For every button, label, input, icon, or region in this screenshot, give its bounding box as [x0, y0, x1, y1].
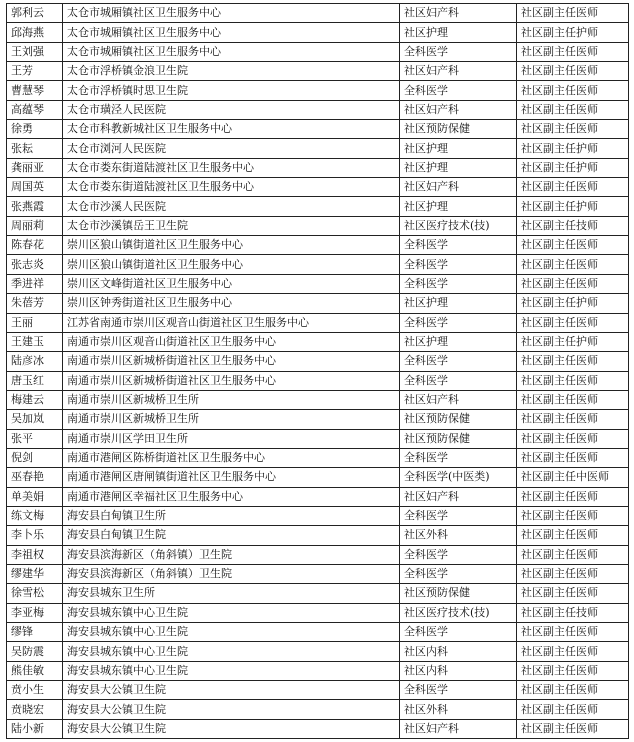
name-cell: 唐玉红: [7, 371, 63, 390]
personnel-table: [6, 3, 629, 739]
specialty-cell: 全科医学: [400, 545, 517, 564]
institution-cell: 崇川区狼山镇街道社区卫生服务中心: [63, 236, 400, 255]
specialty-cell: 社区外科: [400, 700, 517, 719]
title-cell: 社区副主任医师: [517, 4, 629, 23]
institution-cell: 太仓市浮桥镇金浪卫生院: [63, 62, 400, 81]
table-row: [7, 294, 629, 313]
institution-cell: 南通市崇川区新城桥街道社区卫生服务中心: [63, 371, 400, 390]
name-cell: 贲小生: [7, 681, 63, 700]
specialty-cell: 全科医学: [400, 352, 517, 371]
institution-cell: 海安县城东镇中心卫生院: [63, 642, 400, 661]
title-cell: 社区副主任医师: [517, 100, 629, 119]
institution-cell: 太仓市城厢镇社区卫生服务中心: [63, 42, 400, 61]
name-cell: 练文梅: [7, 506, 63, 525]
name-cell: 周国英: [7, 178, 63, 197]
title-cell: 社区副主任医师: [517, 81, 629, 100]
title-cell: 社区副主任护师: [517, 332, 629, 351]
institution-cell: 海安县白甸镇卫生所: [63, 506, 400, 525]
institution-cell: 南通市崇川区新城桥街道社区卫生服务中心: [63, 352, 400, 371]
name-cell: 邱海燕: [7, 23, 63, 42]
institution-cell: 太仓市城厢镇社区卫生服务中心: [63, 23, 400, 42]
institution-cell: 太仓市城厢镇社区卫生服务中心: [63, 4, 400, 23]
table-row: [7, 719, 629, 738]
title-cell: 社区副主任医师: [517, 371, 629, 390]
title-cell: 社区副主任医师: [517, 642, 629, 661]
table-row: [7, 23, 629, 42]
table-row: [7, 216, 629, 235]
institution-cell: 南通市港闸区唐闸镇街道社区卫生服务中心: [63, 468, 400, 487]
table-row: [7, 139, 629, 158]
specialty-cell: 全科医学: [400, 448, 517, 467]
table-row: [7, 236, 629, 255]
institution-cell: 江苏省南通市崇川区观音山街道社区卫生服务中心: [63, 313, 400, 332]
title-cell: 社区副主任护师: [517, 197, 629, 216]
table-row: [7, 700, 629, 719]
title-cell: 社区副主任医师: [517, 236, 629, 255]
title-cell: 社区副主任护师: [517, 294, 629, 313]
specialty-cell: 全科医学: [400, 564, 517, 583]
specialty-cell: 社区护理: [400, 158, 517, 177]
specialty-cell: 社区护理: [400, 139, 517, 158]
table-row: [7, 661, 629, 680]
name-cell: 倪剑: [7, 448, 63, 467]
institution-cell: 海安县滨海新区（角斜镇）卫生院: [63, 564, 400, 583]
table-row: [7, 584, 629, 603]
institution-cell: 海安县城东镇中心卫生院: [63, 623, 400, 642]
name-cell: 梅建云: [7, 390, 63, 409]
title-cell: 社区副主任医师: [517, 429, 629, 448]
table-body: [7, 4, 629, 739]
specialty-cell: 社区妇产科: [400, 100, 517, 119]
name-cell: 陆彦冰: [7, 352, 63, 371]
institution-cell: 海安县滨海新区（角斜镇）卫生院: [63, 545, 400, 564]
table-row: [7, 468, 629, 487]
title-cell: 社区副主任医师: [517, 564, 629, 583]
title-cell: 社区副主任医师: [517, 681, 629, 700]
name-cell: 张平: [7, 429, 63, 448]
institution-cell: 太仓市浮桥镇时思卫生院: [63, 81, 400, 100]
institution-cell: 太仓市科教新城社区卫生服务中心: [63, 120, 400, 139]
name-cell: 缪建华: [7, 564, 63, 583]
specialty-cell: 全科医学(中医类): [400, 468, 517, 487]
name-cell: 李祖权: [7, 545, 63, 564]
name-cell: 王丽: [7, 313, 63, 332]
specialty-cell: 社区妇产科: [400, 62, 517, 81]
name-cell: 吴加岚: [7, 410, 63, 429]
table-row: [7, 158, 629, 177]
name-cell: 周丽莉: [7, 216, 63, 235]
name-cell: 张耘: [7, 139, 63, 158]
title-cell: 社区副主任医师: [517, 390, 629, 409]
table-row: [7, 564, 629, 583]
institution-cell: 太仓市浏河人民医院: [63, 139, 400, 158]
specialty-cell: 社区妇产科: [400, 390, 517, 409]
institution-cell: 南通市崇川区观音山街道社区卫生服务中心: [63, 332, 400, 351]
name-cell: 贲晓宏: [7, 700, 63, 719]
specialty-cell: 全科医学: [400, 623, 517, 642]
title-cell: 社区副主任医师: [517, 700, 629, 719]
title-cell: 社区副主任护师: [517, 158, 629, 177]
table-row: [7, 371, 629, 390]
specialty-cell: 全科医学: [400, 42, 517, 61]
name-cell: 王刘强: [7, 42, 63, 61]
name-cell: 龚丽亚: [7, 158, 63, 177]
table-row: [7, 62, 629, 81]
specialty-cell: 社区妇产科: [400, 487, 517, 506]
table-row: [7, 448, 629, 467]
institution-cell: 太仓市娄东街道陆渡社区卫生服务中心: [63, 158, 400, 177]
title-cell: 社区副主任医师: [517, 255, 629, 274]
specialty-cell: 社区护理: [400, 332, 517, 351]
specialty-cell: 社区预防保健: [400, 120, 517, 139]
institution-cell: 南通市港闸区幸福社区卫生服务中心: [63, 487, 400, 506]
table-row: [7, 603, 629, 622]
specialty-cell: 全科医学: [400, 81, 517, 100]
table-row: [7, 255, 629, 274]
title-cell: 社区副主任护师: [517, 139, 629, 158]
table-row: [7, 178, 629, 197]
institution-cell: 南通市崇川区新城桥卫生所: [63, 390, 400, 409]
table-row: [7, 642, 629, 661]
table-row: [7, 42, 629, 61]
table-row: [7, 274, 629, 293]
name-cell: 李亚梅: [7, 603, 63, 622]
table-row: [7, 197, 629, 216]
title-cell: 社区副主任医师: [517, 526, 629, 545]
title-cell: 社区副主任医师: [517, 545, 629, 564]
institution-cell: 南通市港闸区陈桥街道社区卫生服务中心: [63, 448, 400, 467]
specialty-cell: 全科医学: [400, 255, 517, 274]
title-cell: 社区副主任医师: [517, 274, 629, 293]
institution-cell: 崇川区狼山镇街道社区卫生服务中心: [63, 255, 400, 274]
specialty-cell: 社区内科: [400, 661, 517, 680]
table-row: [7, 332, 629, 351]
title-cell: 社区副主任医师: [517, 448, 629, 467]
title-cell: 社区副主任医师: [517, 506, 629, 525]
specialty-cell: 社区护理: [400, 197, 517, 216]
title-cell: 社区副主任护师: [517, 23, 629, 42]
name-cell: 徐勇: [7, 120, 63, 139]
title-cell: 社区副主任医师: [517, 178, 629, 197]
name-cell: 张志炎: [7, 255, 63, 274]
institution-cell: 海安县城东镇中心卫生院: [63, 603, 400, 622]
specialty-cell: 全科医学: [400, 313, 517, 332]
table-row: [7, 681, 629, 700]
table-row: [7, 487, 629, 506]
table-row: [7, 313, 629, 332]
specialty-cell: 全科医学: [400, 506, 517, 525]
institution-cell: 太仓市沙溪镇岳王卫生院: [63, 216, 400, 235]
name-cell: 缪锋: [7, 623, 63, 642]
specialty-cell: 社区护理: [400, 294, 517, 313]
title-cell: 社区副主任医师: [517, 410, 629, 429]
table-row: [7, 120, 629, 139]
specialty-cell: 社区预防保健: [400, 584, 517, 603]
specialty-cell: 全科医学: [400, 371, 517, 390]
specialty-cell: 社区妇产科: [400, 719, 517, 738]
table-row: [7, 526, 629, 545]
specialty-cell: 社区医疗技术(技): [400, 216, 517, 235]
title-cell: 社区副主任医师: [517, 584, 629, 603]
institution-cell: 崇川区钟秀街道社区卫生服务中心: [63, 294, 400, 313]
table-row: [7, 410, 629, 429]
specialty-cell: 社区妇产科: [400, 178, 517, 197]
title-cell: 社区副主任医师: [517, 487, 629, 506]
institution-cell: 海安县大公镇卫生院: [63, 700, 400, 719]
specialty-cell: 社区护理: [400, 23, 517, 42]
name-cell: 郭利云: [7, 4, 63, 23]
title-cell: 社区副主任医师: [517, 313, 629, 332]
title-cell: 社区副主任技师: [517, 216, 629, 235]
name-cell: 曹慧琴: [7, 81, 63, 100]
institution-cell: 海安县大公镇卫生院: [63, 719, 400, 738]
table-row: [7, 81, 629, 100]
specialty-cell: 社区预防保健: [400, 429, 517, 448]
table-row: [7, 352, 629, 371]
institution-cell: 太仓市娄东街道陆渡社区卫生服务中心: [63, 178, 400, 197]
name-cell: 陆小新: [7, 719, 63, 738]
specialty-cell: 全科医学: [400, 236, 517, 255]
specialty-cell: 全科医学: [400, 274, 517, 293]
specialty-cell: 社区外科: [400, 526, 517, 545]
name-cell: 朱蓓芳: [7, 294, 63, 313]
specialty-cell: 社区妇产科: [400, 4, 517, 23]
title-cell: 社区副主任技师: [517, 603, 629, 622]
name-cell: 徐雪松: [7, 584, 63, 603]
name-cell: 王建玉: [7, 332, 63, 351]
title-cell: 社区副主任医师: [517, 62, 629, 81]
title-cell: 社区副主任医师: [517, 120, 629, 139]
table-row: [7, 623, 629, 642]
specialty-cell: 全科医学: [400, 681, 517, 700]
title-cell: 社区副主任医师: [517, 719, 629, 738]
name-cell: 吴防震: [7, 642, 63, 661]
name-cell: 巫春艳: [7, 468, 63, 487]
name-cell: 陈春花: [7, 236, 63, 255]
title-cell: 社区副主任医师: [517, 623, 629, 642]
institution-cell: 南通市崇川区新城桥卫生所: [63, 410, 400, 429]
table-row: [7, 4, 629, 23]
specialty-cell: 社区预防保健: [400, 410, 517, 429]
institution-cell: 太仓市璜泾人民医院: [63, 100, 400, 119]
institution-cell: 海安县大公镇卫生院: [63, 681, 400, 700]
institution-cell: 太仓市沙溪人民医院: [63, 197, 400, 216]
table-row: [7, 545, 629, 564]
institution-cell: 南通市崇川区学田卫生所: [63, 429, 400, 448]
name-cell: 李卜乐: [7, 526, 63, 545]
name-cell: 季进祥: [7, 274, 63, 293]
institution-cell: 海安县白甸镇卫生院: [63, 526, 400, 545]
specialty-cell: 社区内科: [400, 642, 517, 661]
table-row: [7, 429, 629, 448]
title-cell: 社区副主任医师: [517, 42, 629, 61]
name-cell: 单美娟: [7, 487, 63, 506]
specialty-cell: 社区医疗技术(技): [400, 603, 517, 622]
table-row: [7, 390, 629, 409]
name-cell: 熊佳敏: [7, 661, 63, 680]
title-cell: 社区副主任中医师: [517, 468, 629, 487]
name-cell: 张燕霞: [7, 197, 63, 216]
institution-cell: 海安县城东镇中心卫生院: [63, 661, 400, 680]
title-cell: 社区副主任医师: [517, 352, 629, 371]
institution-cell: 海安县城东卫生所: [63, 584, 400, 603]
table-row: [7, 506, 629, 525]
title-cell: 社区副主任医师: [517, 661, 629, 680]
name-cell: 高蕴琴: [7, 100, 63, 119]
institution-cell: 崇川区文峰街道社区卫生服务中心: [63, 274, 400, 293]
name-cell: 王芳: [7, 62, 63, 81]
table-row: [7, 100, 629, 119]
